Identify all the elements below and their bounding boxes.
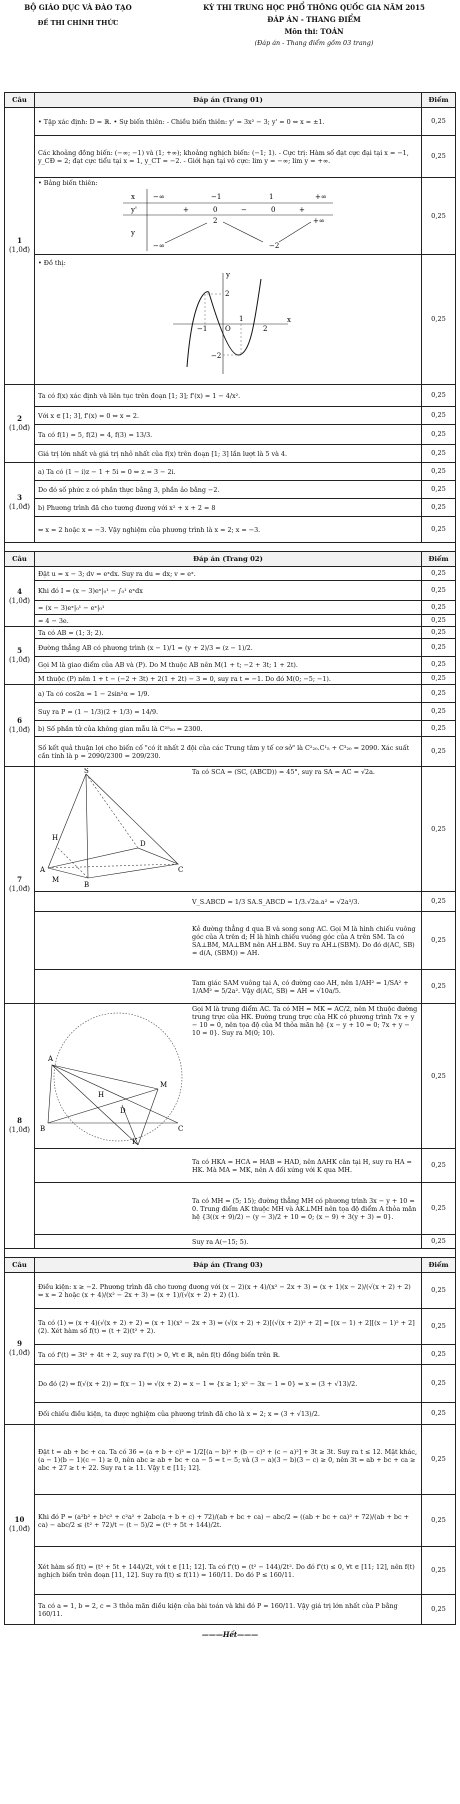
answer-row — [5, 178, 456, 255]
answer-text: Đặt t = ab + bc + ca. Ta có 36 = (a + b + c)² = 1/2[(a − b)² + (b − c)² + (c − a)²] + 3t ≥ 3t. Suy ra t ≤ 12. Mặt khác, (a − 1)(b − 1)(c − 1) ≥ 0, nên abc ≥ ab + bc + ca − 5 = t − 5; và (3 − a)(3 − b)(3 − c) ≥ 0, nên 3t = ab + bc + ca ≥ abc + 27 ≥ t + 22. Suy ra t ≥ 11. Vậy t ∈ [11; 12]. — [38, 1447, 418, 1472]
score-cell: 0,25 — [422, 639, 456, 657]
answer-text: Xét hàm số f(t) = (t² + 5t + 144)/2t, với t ∈ [11; 12]. Ta có f'(t) = (t² − 144)/2t². Do đó f'(t) ≤ 0, ∀t ∈ [11; 12], nên f(t) nghịch biến trên đoạn [11, 12]. Suy ra f(t) ≤ f(11) = 160/11. Do đó P ≤ 160/11. — [38, 1562, 415, 1579]
answer-text: Ta có HKA = HCA = HAB = HAD, nên ΔAHK cân tại H, suy ra HA = HK. Mà MA = MK, nên A đối xứng với K qua MH. — [192, 1157, 412, 1174]
vt-y: −2 — [269, 242, 280, 250]
vt-x: 1 — [269, 193, 274, 201]
answer-row — [5, 445, 456, 463]
score-cell: 0,25 — [422, 737, 456, 767]
score-cell: 0,25 — [422, 1183, 456, 1235]
answer-cell — [35, 1595, 422, 1625]
answer-text: Gọi M là giao điểm của AB và (P). Do M thuộc AB nên M(1 + t; −2 + 3t; 1 + 2t). — [38, 660, 298, 669]
question-num: 10 — [14, 1514, 25, 1524]
subject: Môn thi: TOÁN — [284, 26, 344, 36]
fig8-label: K — [132, 1138, 138, 1145]
question-number — [5, 1425, 35, 1625]
score-cell: 0,25 — [422, 1425, 456, 1495]
answer-text: Với x ∈ [1; 3], f'(x) = 0 ⇔ x = 2. — [38, 411, 140, 420]
page-header: Đáp án (Trang 03) — [35, 1258, 422, 1273]
graph-tick: −1 — [197, 324, 208, 333]
answer-row — [5, 567, 456, 581]
fig7-label: D — [140, 840, 146, 848]
vt-yp: 0 — [271, 206, 276, 214]
score-cell: 0,25 — [422, 567, 456, 581]
answer-row — [5, 685, 456, 703]
answer-text: Gọi M là trung điểm AC. Ta có MH = MK = AC/2, nên M thuộc đường trung trực của HK. Đường trung trực của HK có phương trình 7x + y − 10 = 0, nên tọa độ của M thỏa mãn hệ {x − y + 10 = 0; 7x + y − 10 = 0}. Suy ra M(0; 10). — [192, 1005, 418, 1037]
page-gap — [5, 1249, 456, 1258]
score-cell: 0,25 — [422, 1309, 456, 1345]
score-cell: 0,25 — [422, 425, 456, 445]
answer-text: Kẻ đường thẳng d qua B và song song AC. Gọi M là hình chiếu vuông góc của A trên d; H là hình chiếu vuông góc của A trên SM. Ta có SA⊥BM, MA⊥BM nên AH⊥BM. Suy ra AH⊥(SBM). Do đó d(AC, SB) = d(A, (SBM)) = AH. — [192, 924, 416, 957]
score-cell: 0,25 — [422, 703, 456, 721]
question-points: (1,0đ) — [8, 246, 31, 254]
answer-cell — [35, 567, 422, 581]
answer-cell — [35, 767, 422, 892]
document-header — [4, 0, 456, 92]
answer-text: • Bảng biến thiên: — [38, 179, 98, 187]
answer-row — [5, 615, 456, 627]
score-cell: 0,25 — [422, 657, 456, 673]
table-header-row — [5, 93, 456, 108]
answer-text: V_S.ABCD = 1/3 SA.S_ABCD = 1/3.√2a.a² = √2a³/3. — [192, 897, 360, 906]
question-num: 5 — [17, 645, 22, 655]
score-cell: 0,25 — [422, 912, 456, 970]
answer-row — [5, 639, 456, 657]
question-points: (1,0đ) — [8, 423, 31, 432]
answer-text: b) Phương trình đã cho tương đương với x² + x + 2 = 8 — [38, 503, 216, 512]
answer-cell — [35, 1309, 422, 1345]
answer-text: a) Ta có cos2α = 1 − 2sin²α = 1/9. — [38, 689, 150, 698]
answer-cell — [35, 407, 422, 425]
answer-cell — [35, 721, 422, 737]
page-gap-cell — [5, 543, 456, 552]
score-cell: 0,25 — [422, 1235, 456, 1249]
score-cell: 0,25 — [422, 1004, 456, 1149]
score-cell: 0,25 — [422, 463, 456, 481]
fig7-label: M — [52, 876, 60, 884]
answer-row — [5, 703, 456, 721]
score-cell: 0,25 — [422, 673, 456, 685]
vt-row-label: y — [131, 229, 135, 237]
variation-table — [123, 189, 333, 251]
answer-cell — [35, 657, 422, 673]
score-cell: 0,25 — [422, 255, 456, 385]
score-cell: 0,25 — [422, 581, 456, 601]
answer-cell — [35, 425, 422, 445]
question-num: 2 — [17, 413, 22, 423]
score-cell: 0,25 — [422, 178, 456, 255]
answer-text: Do đó (2) ⇔ f(√(x + 2)) = f(x − 1) ⇔ √(x + 2) = x − 1 ⇔ {x ≥ 1; x² − 3x − 1 = 0} ⇔ x = (3 + √13)/2. — [38, 1379, 358, 1388]
answer-text: Suy ra A(−15; 5). — [192, 1237, 249, 1246]
answer-text: Ta có f(1) = 5, f(2) = 4, f(3) = 13/3. — [38, 430, 153, 439]
score-cell: 0,25 — [422, 445, 456, 463]
answer-cell — [35, 703, 422, 721]
question-number — [5, 685, 35, 767]
table-header-row — [5, 1258, 456, 1273]
question-points: (1,0đ) — [8, 1126, 31, 1134]
answer-cell — [35, 912, 422, 970]
figure-holder — [38, 1005, 188, 1147]
question-number — [5, 463, 35, 543]
answer-row — [5, 601, 456, 615]
answer-cell — [35, 1495, 422, 1547]
answer-cell — [35, 1365, 422, 1403]
answer-row — [5, 657, 456, 673]
answer-cell — [35, 255, 422, 385]
answer-text: Khi đó I = (x − 3)eˣ|₀¹ − ∫₀¹ eˣdx — [38, 586, 143, 595]
graph-tick: −2 — [211, 351, 222, 360]
answer-cell — [35, 639, 422, 657]
answer-text: Đối chiếu điều kiện, ta được nghiệm của phương trình đã cho là x = 2; x = (3 + √13)/2. — [38, 1409, 320, 1418]
score-cell: 0,25 — [422, 1495, 456, 1547]
vt-x: −∞ — [153, 193, 165, 201]
vt-yp: − — [241, 206, 247, 214]
graph-label: x — [287, 315, 291, 324]
answer-row — [5, 1345, 456, 1365]
answer-text: Giá trị lớn nhất và giá trị nhỏ nhất của f(x) trên đoạn [1; 3] lần lượt là 5 và 4. — [38, 449, 288, 458]
fig7-label: B — [84, 881, 90, 888]
vt-y: 2 — [213, 217, 218, 225]
answer-row — [5, 892, 456, 912]
question-number — [5, 108, 35, 385]
figure-text — [192, 1005, 418, 1147]
answer-row — [5, 912, 456, 970]
fig8-label: D — [120, 1107, 126, 1115]
answer-text: Số kết quả thuận lợi cho biến cố "có ít nhất 2 đội của các Trung tâm y tế cơ sở" là C²₂₀.C¹₅ + C³₂₀ = 2090. Xác suất cần tính là p = 2090/2300 = 209/230. — [38, 743, 410, 760]
answer-text: Ta có (1) ⇔ (x + 4)(√(x + 2) + 2) = (x + 1)(x² − 2x + 3) ⇔ (√(x + 2) + 2)[(√(x + 2))² + 2] = [(x − 1) + 2][(x − 1)² + 2] (2). Xét hàm số f(t) = (t + 2)(t² + 2). — [38, 1318, 415, 1335]
vt-yp: + — [299, 206, 305, 214]
question-num: 9 — [17, 1338, 22, 1348]
question-points: (1,0đ) — [8, 885, 31, 893]
answer-cell — [35, 499, 422, 517]
answer-text: ⇔ x = 2 hoặc x = −3. Vậy nghiệm của phương trình là x = 2; x = −3. — [38, 525, 261, 534]
answer-cell — [35, 1004, 422, 1149]
question-num: 8 — [17, 1116, 22, 1126]
figure-split — [38, 1005, 418, 1147]
answer-row — [5, 970, 456, 1004]
answer-text: Ta có f'(t) = 3t² + 4t + 2, suy ra f'(t) > 0, ∀t ∈ ℝ, nên f(t) đồng biến trên ℝ. — [38, 1350, 281, 1359]
question-number — [5, 385, 35, 463]
fig7-label: A — [40, 866, 46, 874]
fig7-label: C — [178, 866, 184, 874]
fig8-label: M — [160, 1081, 168, 1089]
answer-row — [5, 767, 456, 892]
graph-label: O — [225, 324, 231, 333]
answer-row — [5, 425, 456, 445]
col-score-header: Điểm — [422, 552, 456, 567]
answer-cell — [35, 1547, 422, 1595]
question-points: (1,0đ) — [8, 596, 31, 605]
answer-cell — [35, 627, 422, 639]
header-left — [8, 4, 148, 27]
answer-row — [5, 1273, 456, 1309]
answer-row — [5, 581, 456, 601]
answer-row — [5, 1595, 456, 1625]
answer-cell — [35, 601, 422, 615]
question-number — [5, 767, 35, 1004]
score-cell: 0,25 — [422, 1365, 456, 1403]
answer-text: = (x − 3)eˣ|₀¹ − eˣ|₀¹ — [38, 603, 105, 612]
answer-text: Suy ra P = (1 − 1/3)(2 + 1/3) = 14/9. — [38, 707, 159, 716]
answer-title: ĐÁP ÁN - THANG ĐIỂM — [267, 14, 361, 24]
score-cell: 0,25 — [422, 136, 456, 178]
vt-y: +∞ — [313, 217, 325, 225]
vt-yp: 0 — [213, 206, 218, 214]
vt-x: +∞ — [315, 193, 327, 201]
answer-text: • Tập xác định: D = ℝ. • Sự biến thiên: - Chiều biến thiên: y' = 3x² − 3; y' = 0 ⇔ x = ±1. — [38, 117, 325, 126]
fig8-label: A — [48, 1055, 54, 1063]
answer-text: Ta có AB = (1; 3; 2). — [38, 628, 104, 637]
answer-row — [5, 1004, 456, 1149]
answer-table — [4, 92, 456, 1625]
score-cell: 0,25 — [422, 1345, 456, 1365]
answer-row — [5, 255, 456, 385]
question-num: 4 — [17, 586, 22, 596]
score-cell: 0,25 — [422, 517, 456, 543]
answer-text: Khi đó P = (a²b² + b²c² + c²a² + 2abc(a + b + c) + 72)/(ab + bc + ca) − abc/2 = ((ab + bc + ca)² + 72)/(ab + bc + ca) − abc/2 ≤ (t² + 72)/t − (t − 5)/2 = (t² + 5t + 144)/2t. — [38, 1512, 409, 1529]
answer-row — [5, 721, 456, 737]
answer-text: Các khoảng đồng biến: (−∞; −1) và (1; +∞); khoảng nghịch biến: (−1; 1). - Cực trị: Hàm số đạt cực đại tại x = −1, y_CĐ = 2; đạt cực tiểu tại x = 1, y_CT = −2. - Giới hạn tại vô cực: lim y = −∞; lim y = +∞. — [38, 148, 409, 165]
answer-text: Do đó số phức z có phần thực bằng 3, phần ảo bằng −2. — [38, 485, 220, 494]
col-question-header: Câu — [5, 1258, 35, 1273]
answer-cell — [35, 970, 422, 1004]
score-cell: 0,25 — [422, 1149, 456, 1183]
fig8-label: C — [178, 1125, 184, 1133]
answer-text: • Đồ thị: — [38, 258, 66, 267]
question-points: (1,0đ) — [8, 1524, 31, 1533]
vt-x: −1 — [211, 193, 222, 201]
graph-tick: 2 — [263, 324, 268, 333]
answer-row — [5, 1309, 456, 1345]
answer-text: Đường thẳng AB có phương trình (x − 1)/1 = (y + 2)/3 = (z − 1)/2. — [38, 643, 253, 652]
answer-row — [5, 517, 456, 543]
score-cell: 0,25 — [422, 627, 456, 639]
answer-cell — [35, 178, 422, 255]
question-points: (1,0đ) — [8, 1348, 31, 1357]
answer-text: Điều kiện: x ≥ −2. Phương trình đã cho tương đương với (x − 2)(x + 4)/(x² − 2x + 3) = (x + 1)(x − 2)/(√(x + 2) + 2) ⇔ x = 2 hoặc (x + 4)/(x² − 2x + 3) = (x + 1)/(√(x + 2) + 2) (1). — [38, 1282, 411, 1299]
score-cell: 0,25 — [422, 499, 456, 517]
answer-row — [5, 385, 456, 407]
figure-text — [192, 768, 418, 890]
answer-cell — [35, 1425, 422, 1495]
score-cell: 0,25 — [422, 970, 456, 1004]
col-score-header: Điểm — [422, 1258, 456, 1273]
score-cell: 0,25 — [422, 892, 456, 912]
answer-cell — [35, 892, 422, 912]
answer-row — [5, 136, 456, 178]
question-num: 3 — [17, 492, 22, 502]
answer-row — [5, 1495, 456, 1547]
answer-cell — [35, 581, 422, 601]
answer-row — [5, 1183, 456, 1235]
circle-figure — [38, 1005, 188, 1145]
answer-cell — [35, 463, 422, 481]
answer-row — [5, 1235, 456, 1249]
answer-row — [5, 1149, 456, 1183]
fig8-label: B — [40, 1125, 46, 1133]
answer-text: Ta có f(x) xác định và liên tục trên đoạn [1; 3]; f'(x) = 1 − 4/x². — [38, 391, 241, 400]
end-marker: ———Hết——— — [201, 1630, 259, 1639]
answer-text: Ta có SCA = (SC, (ABCD)) = 45°, suy ra SA = AC = √2a. — [192, 768, 375, 776]
pyramid-figure — [38, 768, 188, 888]
score-cell: 0,25 — [422, 1273, 456, 1309]
ministry-name: BỘ GIÁO DỤC VÀ ĐÀO TẠO — [24, 3, 132, 12]
vt-yp: + — [183, 206, 189, 214]
answer-cell — [35, 1183, 422, 1235]
score-cell: 0,25 — [422, 685, 456, 703]
answer-cell — [35, 673, 422, 685]
question-number — [5, 1004, 35, 1249]
header-right — [174, 4, 454, 50]
answer-row — [5, 1547, 456, 1595]
score-cell: 0,25 — [422, 108, 456, 136]
answer-row — [5, 499, 456, 517]
answer-cell — [35, 445, 422, 463]
graph-label: y — [226, 270, 230, 279]
answer-row — [5, 463, 456, 481]
question-num: 6 — [17, 715, 22, 725]
figure-split — [38, 768, 418, 890]
score-cell: 0,25 — [422, 385, 456, 407]
answer-cell — [35, 385, 422, 407]
question-number — [5, 1273, 35, 1425]
score-cell: 0,25 — [422, 481, 456, 499]
answer-cell — [35, 1149, 422, 1183]
fig8-label: H — [98, 1091, 105, 1099]
answer-text: Tam giác SAM vuông tại A, có đường cao AH, nên 1/AH² = 1/SA² + 1/AM² = 5/2a². Vậy d(AC, SB) = AH = √10a/5. — [192, 978, 409, 995]
function-graph — [153, 269, 303, 379]
page-header: Đáp án (Trang 01) — [35, 93, 422, 108]
page-note: (Đáp án - Thang điểm gồm 03 trang) — [254, 39, 374, 48]
answer-cell — [35, 108, 422, 136]
exam-title: KỲ THI TRUNG HỌC PHỔ THÔNG QUỐC GIA NĂM 2015 — [203, 3, 425, 12]
page-gap — [5, 543, 456, 552]
score-cell: 0,25 — [422, 721, 456, 737]
question-points: (1,0đ) — [8, 655, 31, 664]
answer-text: Ta có MH = (5; 15); đường thẳng MH có phương trình 3x − y + 10 = 0. Trung điểm AK thuộc MH và AK⊥MH nên tọa độ điểm A thỏa mãn hệ {3((x + 9)/2) − (y − 3)/2 + 10 = 0; (x − 9) + 3(y + 3) = 0}. — [192, 1196, 417, 1221]
page-gap-cell — [5, 1249, 456, 1258]
question-number — [5, 627, 35, 685]
col-score-header: Điểm — [422, 93, 456, 108]
answer-row — [5, 627, 456, 639]
answer-cell — [35, 517, 422, 543]
answer-text: a) Ta có (1 − i)z − 1 + 5i = 0 ⇔ z = 3 − 2i. — [38, 467, 176, 476]
answer-cell — [35, 737, 422, 767]
answer-cell — [35, 1403, 422, 1425]
score-cell: 0,25 — [422, 1547, 456, 1595]
question-num: 1 — [17, 236, 22, 246]
table-header-row — [5, 552, 456, 567]
answer-text: b) Số phần tử của không gian mẫu là C²⁵₂₀ = 2300. — [38, 724, 203, 733]
score-cell: 0,25 — [422, 767, 456, 892]
score-cell: 0,25 — [422, 615, 456, 627]
answer-cell — [35, 136, 422, 178]
answer-text: M thuộc (P) nên 1 + t − (−2 + 3t) + 2(1 + 2t) − 3 = 0, suy ra t = −1. Do đó M(0; −5; −1). — [38, 674, 331, 683]
fig7-label: H — [52, 834, 59, 842]
graph-tick: 2 — [225, 289, 230, 298]
answer-row — [5, 407, 456, 425]
question-number — [5, 567, 35, 627]
answer-cell — [35, 481, 422, 499]
col-question-header: Câu — [5, 93, 35, 108]
vt-y: −∞ — [153, 242, 165, 250]
answer-text: Đặt u = x − 3; dv = eˣdx. Suy ra du = dx; v = eˣ. — [38, 569, 196, 578]
answer-row — [5, 1365, 456, 1403]
answer-row — [5, 481, 456, 499]
answer-cell — [35, 685, 422, 703]
answer-cell — [35, 1345, 422, 1365]
answer-row — [5, 673, 456, 685]
answer-cell — [35, 615, 422, 627]
answer-row — [5, 108, 456, 136]
answer-row — [5, 737, 456, 767]
answer-cell — [35, 1235, 422, 1249]
question-num: 7 — [17, 875, 22, 885]
question-points: (1,0đ) — [8, 502, 31, 511]
answer-text: = 4 − 3e. — [38, 616, 69, 625]
graph-tick: 1 — [239, 314, 244, 323]
figure-holder — [38, 768, 188, 890]
score-cell: 0,25 — [422, 1595, 456, 1625]
fig7-label: S — [84, 768, 89, 775]
score-cell: 0,25 — [422, 1403, 456, 1425]
official-label: ĐỀ THI CHÍNH THỨC — [37, 18, 119, 27]
answer-cell — [35, 1273, 422, 1309]
vt-row-label: y' — [131, 206, 137, 214]
page-header: Đáp án (Trang 02) — [35, 552, 422, 567]
score-cell: 0,25 — [422, 407, 456, 425]
score-cell: 0,25 — [422, 601, 456, 615]
vt-row-label: x — [131, 193, 135, 201]
question-points: (1,0đ) — [8, 725, 31, 734]
answer-row — [5, 1403, 456, 1425]
col-question-header: Câu — [5, 552, 35, 567]
answer-row — [5, 1425, 456, 1495]
answer-text: Ta có a = 1, b = 2, c = 3 thỏa mãn điều kiện của bài toán và khi đó P = 160/11. Vậy giá trị lớn nhất của P bằng 160/11. — [38, 1601, 398, 1618]
